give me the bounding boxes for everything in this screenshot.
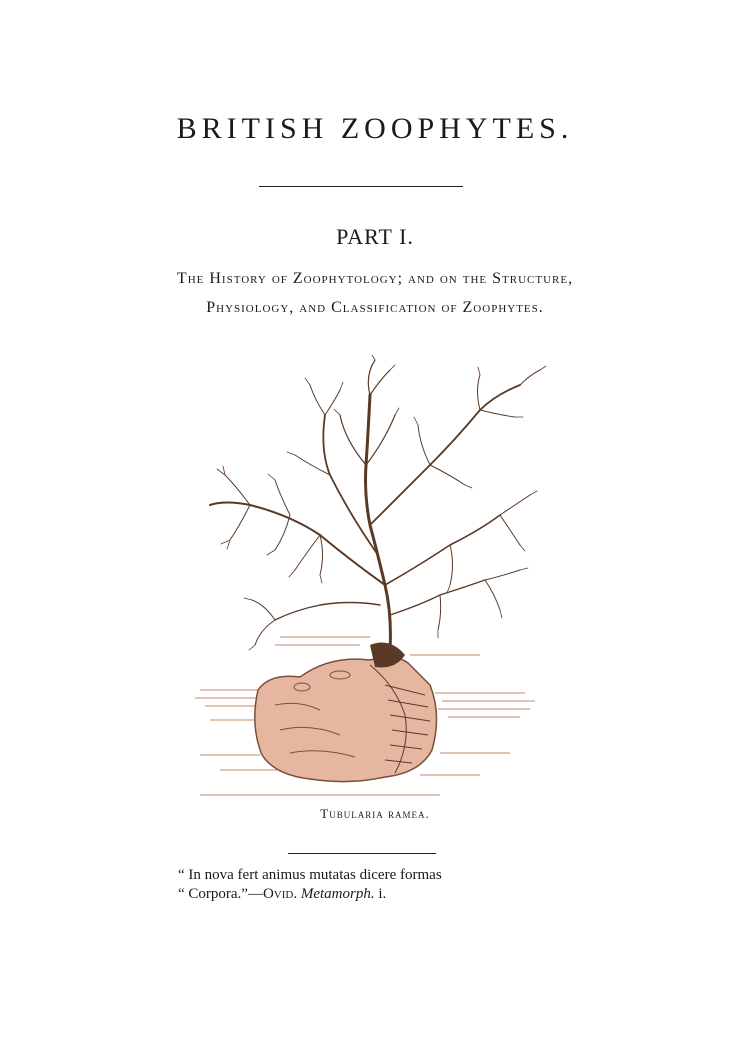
subtitle-line-1: The History of Zoophytology; and on the Structure, bbox=[176, 270, 574, 287]
rock bbox=[255, 643, 437, 782]
epigraph-book: i. bbox=[378, 886, 387, 902]
divider-rule-top bbox=[259, 186, 463, 187]
tubularia-illustration bbox=[180, 355, 560, 805]
epigraph-work: Metamorph. bbox=[300, 886, 375, 902]
divider-rule-bottom bbox=[288, 853, 436, 854]
branches bbox=[210, 355, 546, 650]
epigraph-line-1: “ In nova fert animus mutatas dicere formas bbox=[178, 867, 442, 883]
book-title: BRITISH ZOOPHYTES. bbox=[176, 112, 574, 145]
part-heading: PART I. bbox=[336, 224, 414, 249]
epigraph-author: Ovid. bbox=[262, 886, 298, 902]
epigraph-line-2 bbox=[178, 886, 386, 903]
illustration-caption: Tubularia ramea. bbox=[320, 806, 430, 821]
epigraph-prefix: “ Corpora.”— bbox=[178, 886, 263, 902]
subtitle-line-2: Physiology, and Classification of Zoophytes. bbox=[206, 299, 544, 316]
